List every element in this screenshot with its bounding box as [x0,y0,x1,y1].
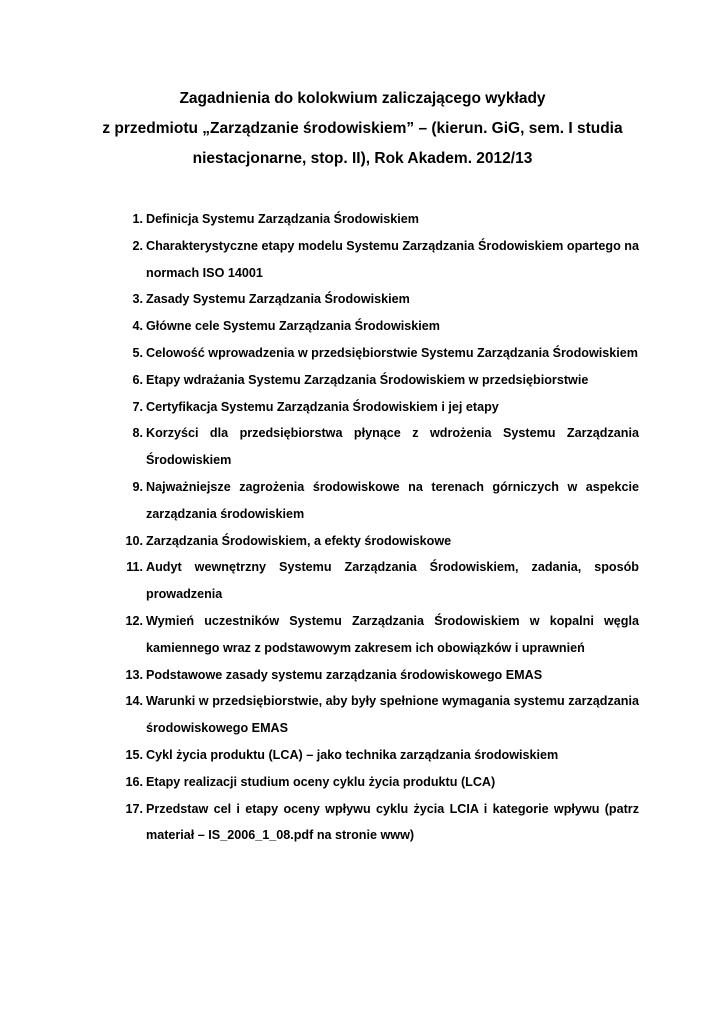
item-text: Certyfikacja Systemu Zarządzania Środowiskiem i jej etapy [146,399,499,414]
item-number: 11. [126,560,143,575]
list-item [109,474,639,528]
item-number: 13. [125,667,143,682]
item-number: 6. [132,372,143,387]
title-line-3: niestacjonarne, stop. II), Rok Akadem. 2012/13 [192,150,533,167]
list-item [109,340,639,367]
document-title [80,84,645,174]
list-item [109,528,639,555]
item-text: Etapy wdrażania Systemu Zarządzania Środowiskiem w przedsiębiorstwie [146,372,589,387]
item-text: Korzyści dla przedsiębiorstwa płynące z wdrożenia Systemu Zarządzania Środowiskiem [146,426,639,468]
item-number: 16. [125,774,143,789]
list-item [109,394,639,421]
item-text: Przedstaw cel i etapy oceny wpływu cyklu życia LCIA i kategorie wpływu (patrz materiał – IS_2006_1_08.pdf na stronie www) [146,801,639,843]
item-text: Etapy realizacji studium oceny cyklu życia produktu (LCA) [146,774,496,789]
item-text: Warunki w przedsiębiorstwie, aby były spełnione wymagania systemu zarządzania środowiskowego EMAS [146,694,639,736]
list-item [109,286,639,313]
list-item [109,608,639,662]
item-number: 8. [132,426,143,441]
list-item [109,796,639,850]
item-number: 14. [125,694,143,709]
list-item [109,769,639,796]
item-number: 7. [132,399,143,414]
list-item [109,367,639,394]
item-number: 10. [125,533,143,548]
item-text: Celowość wprowadzenia w przedsiębiorstwie Systemu Zarządzania Środowiskiem [146,345,638,360]
item-text: Wymień uczestników Systemu Zarządzania Środowiskiem w kopalni węgla kamiennego wraz z podstawowym zakresem ich obowiązków i uprawnień [146,613,639,655]
item-number: 4. [132,319,143,334]
item-number: 15. [125,747,143,762]
list-item [109,420,639,474]
item-number: 17. [125,801,143,816]
item-number: 9. [132,479,143,494]
item-text: Zarządzania Środowiskiem, a efekty środowiskowe [146,533,452,548]
item-text: Definicja Systemu Zarządzania Środowiskiem [146,212,419,226]
item-number: 2. [132,238,143,253]
item-text: Zasady Systemu Zarządzania Środowiskiem [146,292,410,307]
item-text: Podstawowe zasady systemu zarządzania środowiskowego EMAS [146,667,543,682]
item-number: 1. [132,212,143,226]
list-item [109,554,639,608]
item-number: 12. [125,613,143,628]
list-item [109,742,639,769]
item-text: Główne cele Systemu Zarządzania Środowiskiem [146,319,440,334]
item-text: Cykl życia produktu (LCA) – jako technika zarządzania środowiskiem [146,747,559,762]
title-line-1: Zagadnienia do kolokwium zaliczającego wykłady [179,90,546,107]
questions-list [109,206,639,849]
list-item [109,233,639,287]
item-number: 3. [132,292,143,307]
list-item [109,206,639,233]
list-item [109,662,639,689]
list-item [109,688,639,742]
item-text: Charakterystyczne etapy modelu Systemu Zarządzania Środowiskiem opartego na normach ISO 14001 [146,238,639,280]
item-text: Najważniejsze zagrożenia środowiskowe na terenach górniczych w aspekcie zarządzania środowiskiem [146,479,639,521]
item-text: Audyt wewnętrzny Systemu Zarządzania Środowiskiem, zadania, sposób prowadzenia [146,560,639,602]
item-number: 5. [132,345,143,360]
title-line-2: z przedmiotu „Zarządzanie środowiskiem” – (kierun. GiG, sem. I studia [102,120,623,137]
list-item [109,313,639,340]
